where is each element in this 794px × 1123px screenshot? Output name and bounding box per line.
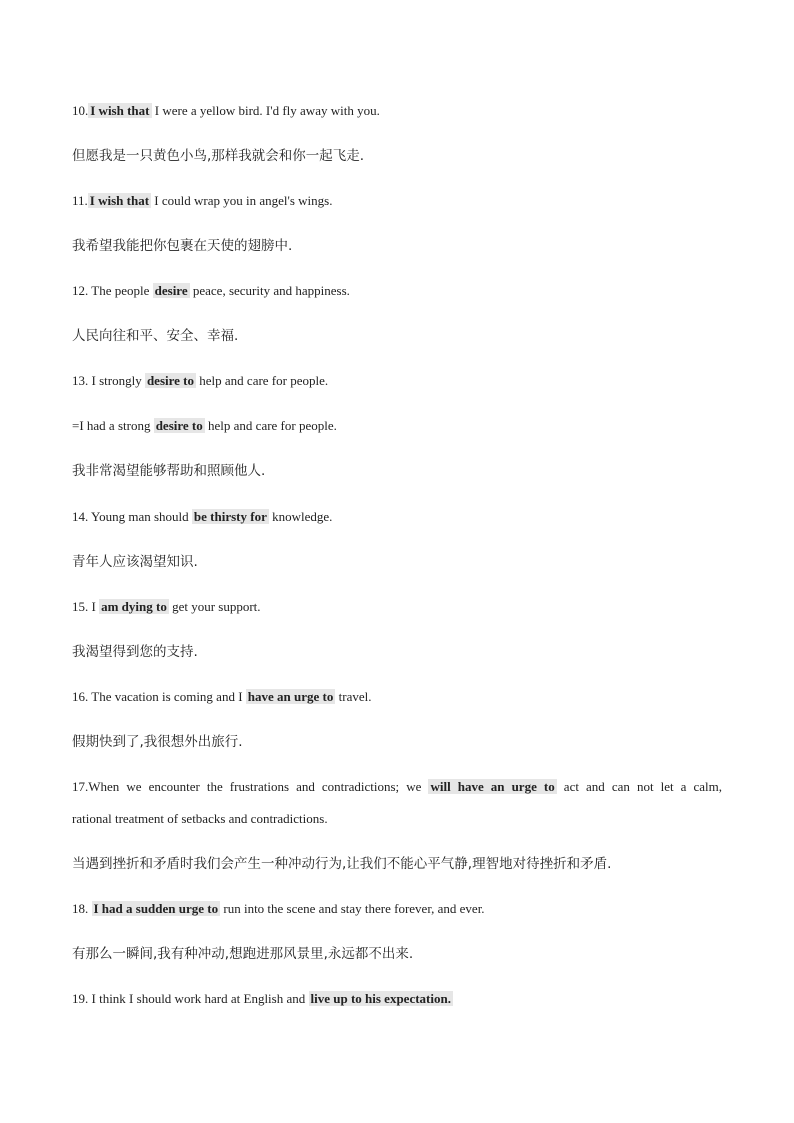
- sentence-text: run into the scene and stay there forever, and ever.: [220, 901, 485, 916]
- sentence-text: help and care for people.: [204, 418, 337, 433]
- highlighted-phrase: I wish that: [89, 193, 150, 208]
- sentence-17-en: [72, 779, 722, 795]
- sentence-13-alt-en: [72, 418, 337, 434]
- sentence-text: 19. I think I should work hard at English and: [72, 991, 309, 1006]
- sentence-14-zh: 青年人应该渴望知识.: [72, 554, 198, 570]
- sentence-text: 17.When we encounter the frustrations and contradictions; we: [72, 779, 429, 794]
- sentence-text: 15. I: [72, 599, 100, 614]
- sentence-12-zh: 人民向往和平、安全、幸福.: [72, 328, 239, 344]
- highlighted-phrase: be thirsty for: [193, 509, 267, 524]
- sentence-text: 10.: [72, 103, 89, 118]
- sentence-18-en: [72, 901, 485, 917]
- sentence-16-en: [72, 689, 371, 705]
- sentence-text: I were a yellow bird. I'd fly away with you.: [151, 103, 380, 118]
- highlighted-phrase: have an urge to: [247, 689, 334, 704]
- sentence-text: travel.: [335, 689, 372, 704]
- sentence-16-zh: 假期快到了,我很想外出旅行.: [72, 734, 243, 750]
- sentence-text: get your support.: [168, 599, 261, 614]
- sentence-text: act and can not let a calm,: [556, 779, 723, 794]
- highlighted-phrase: desire to: [155, 418, 203, 433]
- sentence-text: 18.: [72, 901, 92, 916]
- sentence-text: 16. The vacation is coming and I: [72, 689, 246, 704]
- sentence-text: 14. Young man should: [72, 509, 192, 524]
- sentence-10-zh: 但愿我是一只黄色小鸟,那样我就会和你一起飞走.: [72, 148, 365, 164]
- sentence-text: help and care for people.: [196, 373, 329, 388]
- sentence-12-en: [72, 283, 350, 299]
- sentence-17-en-cont: rational treatment of setbacks and contradictions.: [72, 811, 328, 826]
- sentence-13-zh: 我非常渴望能够帮助和照顾他人.: [72, 463, 266, 479]
- sentence-17-zh: 当遇到挫折和矛盾时我们会产生一种冲动行为,让我们不能心平气静,理智地对待挫折和矛盾.: [72, 856, 612, 872]
- sentence-14-en: [72, 509, 332, 525]
- sentence-text: peace, security and happiness.: [189, 283, 350, 298]
- sentence-text: 12. The people: [72, 283, 153, 298]
- sentence-18-zh: 有那么一瞬间,我有种冲动,想跑进那风景里,永远都不出来.: [72, 946, 414, 962]
- sentence-text: knowledge.: [268, 509, 333, 524]
- sentence-15-zh: 我渴望得到您的支持.: [72, 644, 198, 660]
- highlighted-phrase: will have an urge to: [430, 779, 555, 794]
- sentence-text: 11.: [72, 193, 88, 208]
- sentence-text: =I had a strong: [72, 418, 154, 433]
- sentence-11-en: [72, 193, 332, 209]
- sentence-11-zh: 我希望我能把你包裹在天使的翅膀中.: [72, 238, 293, 254]
- sentence-19-en: [72, 991, 453, 1007]
- sentence-10-en: [72, 103, 380, 119]
- highlighted-phrase: I had a sudden urge to: [93, 901, 219, 916]
- sentence-13-en: [72, 373, 328, 389]
- sentence-text: 13. I strongly: [72, 373, 145, 388]
- highlighted-phrase: desire to: [146, 373, 195, 388]
- highlighted-phrase: desire: [154, 283, 188, 298]
- highlighted-phrase: am dying to: [101, 599, 167, 614]
- highlighted-phrase: live up to his expectation.: [310, 991, 451, 1006]
- sentence-15-en: [72, 599, 261, 615]
- highlighted-phrase: I wish that: [90, 103, 150, 118]
- sentence-text: I could wrap you in angel's wings.: [151, 193, 333, 208]
